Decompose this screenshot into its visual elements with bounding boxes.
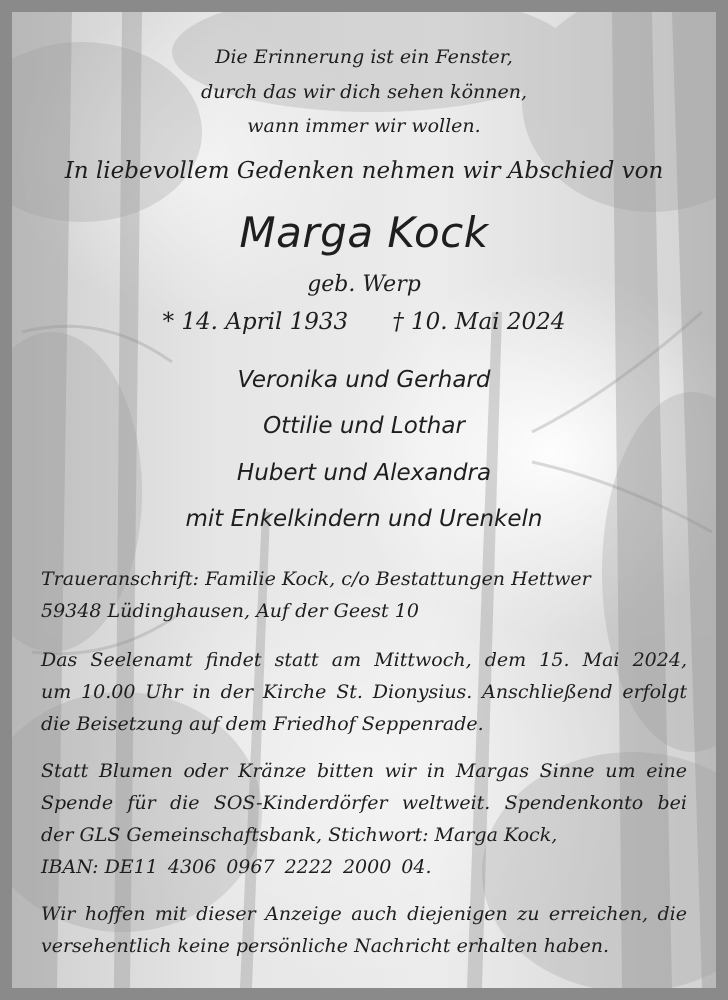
service-line-1: Das Seelenamt findet statt am Mittwoch, dem 15. Mai 2024, (41, 649, 687, 671)
donation-line-1: Statt Blumen oder Kränze bitten wir in Margas Sinne um eine (41, 760, 687, 782)
address-block (41, 563, 687, 627)
mourner-3: Hubert und Alexandra (236, 460, 492, 486)
life-dates (12, 309, 716, 335)
obituary-notice (12, 12, 716, 988)
iban-group-3: 2222 (284, 856, 333, 878)
closing-line-1: Wir hoffen mit dieser Anzeige auch diejenigen zu erreichen, die (41, 903, 687, 925)
iban-group-4: 2000 (342, 856, 392, 878)
intro-line: In liebevollem Gedenken nehmen wir Abschied von (64, 158, 664, 184)
iban-line (41, 851, 687, 883)
deceased-name: Marga Kock (239, 208, 489, 257)
iban-group-2: 0967 (226, 856, 275, 878)
mourner-1: Veronika und Gerhard (237, 367, 491, 393)
iban-group-1: 4306 (167, 856, 217, 878)
address-line-2: 59348 Lüdinghausen, Auf der Geest 10 (41, 600, 419, 622)
service-block (41, 644, 687, 740)
iban-group-5: 04. (401, 856, 432, 878)
mourner-2: Ottilie und Lothar (263, 413, 465, 439)
quote-line-1: Die Erinnerung ist ein Fenster, (215, 46, 513, 68)
quote-line-3: wann immer wir wollen. (247, 115, 481, 137)
service-line-2: um 10.00 Uhr in der Kirche St. Dionysius. Anschließend erfolgt (41, 681, 687, 703)
donation-block (41, 755, 687, 883)
birth-name: geb. Werp (307, 272, 421, 297)
mourner-4: mit Enkelkindern und Urenkeln (185, 506, 543, 532)
closing-line-2: versehentlich keine persönliche Nachricht erhalten haben. (41, 935, 609, 957)
closing-block (41, 898, 687, 962)
death-date: † 10. Mai 2024 (392, 309, 566, 335)
donation-line-3: der GLS Gemeinschaftsbank, Stichwort: Marga Kock, (41, 824, 558, 846)
donation-line-2: Spende für die SOS-Kinderdörfer weltweit. Spendenkonto bei (41, 792, 687, 814)
birth-date: * 14. April 1933 (162, 309, 349, 335)
quote-line-2: durch das wir dich sehen können, (201, 81, 527, 103)
service-line-3: die Beisetzung auf dem Friedhof Seppenrade. (41, 713, 484, 735)
iban-label: IBAN: DE11 (41, 856, 158, 878)
address-line-1: Traueranschrift: Familie Kock, c/o Bestattungen Hettwer (41, 568, 591, 590)
